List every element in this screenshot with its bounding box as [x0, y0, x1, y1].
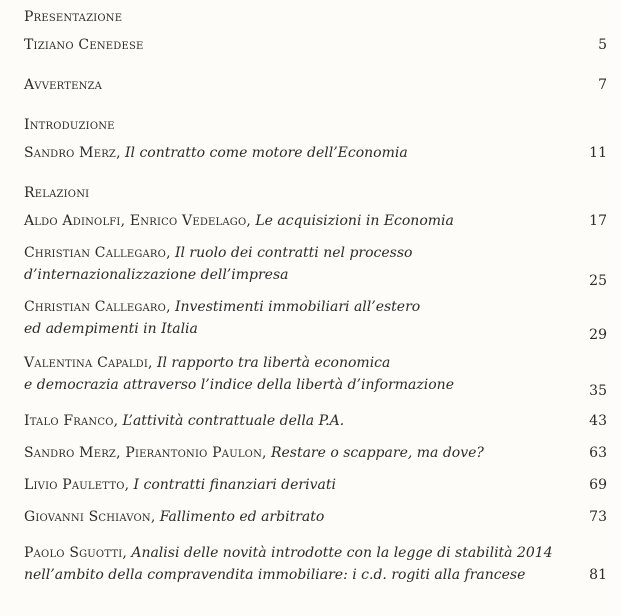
toc-entry: Italo Franco, L’attività contrattuale della P.A. 43 [24, 413, 607, 429]
page-number: 69 [589, 477, 607, 493]
entry-title: Il contratto come motore dell’Economia [124, 145, 408, 161]
entry-title: Analisi delle novità introdotte con la legge di stabilità 2014 [131, 545, 553, 561]
page-number: 63 [589, 445, 607, 461]
toc-entry: Sandro Merz, Pierantonio Paulon, Restare o scappare, ma dove? 63 [24, 445, 607, 461]
page-number: 73 [589, 509, 607, 525]
page-number: 81 [589, 567, 607, 583]
entry-title: I contratti finanziari derivati [133, 477, 336, 493]
toc-entry-presentazione [24, 36, 607, 54]
toc-entry: Sandro Merz, Il contratto come motore dell’Economia 11 [24, 145, 607, 161]
page-number: 35 [589, 383, 607, 399]
entry-title: Le acquisizioni in Economia [255, 213, 454, 229]
entry-title: Restare o scappare, ma dove? [270, 445, 484, 461]
presentazione-heading: Presentazione [24, 9, 123, 25]
avvertenza-heading: Avvertenza [24, 77, 103, 93]
entry-title: Il ruolo dei contratti nel processo [174, 245, 413, 261]
page-number: 25 [589, 273, 607, 289]
entry-title-continued: d’internazionalizzazione dell’impresa [24, 267, 289, 283]
page-number: 7 [598, 77, 607, 93]
toc-entry: Giovanni Schiavon, Fallimento ed arbitrato 73 [24, 509, 607, 525]
page-number: 11 [589, 145, 607, 161]
toc-entry: Valentina Capaldi, Il rapporto tra libertà economica [24, 355, 391, 371]
entry-author: Christian Callegaro [24, 245, 167, 261]
toc-entry: Christian Callegaro, Il ruolo dei contratti nel processo [24, 245, 413, 261]
entry-title-continued: e democrazia attraverso l’indice della libertà d’informazione [24, 377, 454, 393]
entry-author: Italo Franco [24, 413, 114, 429]
entry-author: Giovanni Schiavon [24, 509, 151, 525]
entry-title-continued: ed adempimenti in Italia [24, 321, 198, 337]
entry-author: Livio Pauletto [24, 477, 125, 493]
entry-author: Christian Callegaro [24, 299, 167, 315]
entry-author: Sandro Merz, Pierantonio Paulon [24, 445, 263, 461]
toc-entry-continuation [24, 266, 607, 289]
entry-title-continued: nell’ambito della compravendita immobiliare: i c.d. rogiti alla francese [24, 567, 526, 583]
entry-title: Fallimento ed arbitrato [159, 509, 325, 525]
entry-author: Valentina Capaldi [24, 355, 149, 371]
entry-title: L’attività contrattuale della P.A. [122, 413, 345, 429]
page-number: 29 [589, 327, 607, 343]
toc-entry: Livio Pauletto, I contratti finanziari derivati 69 [24, 477, 607, 493]
toc-entry: Paolo Sguotti, Analisi delle novità introdotte con la legge di stabilità 2014 [24, 545, 553, 561]
entry-title: Il rapporto tra libertà economica [156, 355, 391, 371]
page-number: 17 [589, 213, 607, 229]
toc-entry-continuation [24, 320, 607, 343]
toc-entry: Aldo Adinolfi, Enrico Vedelago, Le acquisizioni in Economia 17 [24, 213, 607, 229]
entry-author: Tiziano Cenedese [24, 37, 144, 53]
introduzione-heading: Introduzione [24, 117, 115, 133]
relazioni-heading: Relazioni [24, 185, 90, 201]
entry-author: Paolo Sguotti [24, 545, 123, 561]
toc-entry: Christian Callegaro, Investimenti immobiliari all’estero [24, 299, 421, 315]
toc-entry-continuation [24, 376, 607, 399]
page-number: 5 [598, 37, 607, 53]
entry-author: Aldo Adinolfi, Enrico Vedelago [24, 213, 247, 229]
toc-entry-continuation [24, 566, 607, 584]
entry-author: Sandro Merz [24, 145, 117, 161]
page-number: 43 [589, 413, 607, 429]
toc-entry-avvertenza [24, 76, 607, 94]
entry-title: Investimenti immobiliari all’estero [174, 299, 421, 315]
